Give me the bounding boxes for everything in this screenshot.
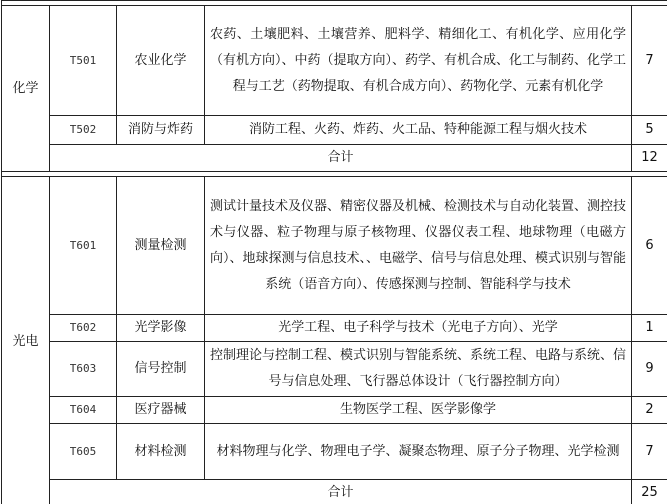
name-cell: 农业化学 bbox=[117, 6, 205, 116]
subtotal-value: 12 bbox=[632, 145, 668, 172]
count-cell: 7 bbox=[632, 424, 668, 480]
name-cell: 信号控制 bbox=[117, 342, 205, 397]
table-row bbox=[2, 342, 668, 397]
subtotal-row bbox=[2, 480, 668, 504]
code-cell: T602 bbox=[50, 315, 117, 342]
subtotal-label: 合计 bbox=[50, 480, 632, 504]
table-row bbox=[2, 6, 668, 116]
majors-cell: 材料物理与化学、物理电子学、凝聚态物理、原子分子物理、光学检测 bbox=[205, 424, 632, 480]
majors-cell: 测试计量技术及仪器、精密仪器及机械、检测技术与自动化装置、测控技术与仪器、粒子物理与原子核物理、仪器仪表工程、地球物理（电磁方向）、地球探测与信息技术、、电磁学、信号与信息处理、模式识别与智能系统（语音方向）、传感探测与控制、智能科学与技术 bbox=[205, 177, 632, 315]
majors-cell: 农药、土壤肥料、土壤营养、肥料学、精细化工、有机化学、应用化学（有机方向）、中药（提取方向）、药学、有机合成、化工与制药、化学工程与工艺（药物提取、有机合成方向）、药物化学、元素有机化学 bbox=[205, 6, 632, 116]
subtotal-label: 合计 bbox=[50, 145, 632, 172]
name-cell: 材料检测 bbox=[117, 424, 205, 480]
name-cell: 光学影像 bbox=[117, 315, 205, 342]
count-cell: 7 bbox=[632, 6, 668, 116]
table-row bbox=[2, 424, 668, 480]
table-container bbox=[1, 0, 667, 504]
count-cell: 5 bbox=[632, 116, 668, 145]
major-category-table bbox=[1, 0, 667, 504]
count-cell: 1 bbox=[632, 315, 668, 342]
majors-cell: 光学工程、电子科学与技术（光电子方向）、光学 bbox=[205, 315, 632, 342]
code-cell: T605 bbox=[50, 424, 117, 480]
code-cell: T501 bbox=[50, 6, 117, 116]
majors-cell: 控制理论与控制工程、模式识别与智能系统、系统工程、电路与系统、信号与信息处理、飞行器总体设计（飞行器控制方向） bbox=[205, 342, 632, 397]
category-cell-chemistry: 化学 bbox=[2, 6, 50, 172]
name-cell: 测量检测 bbox=[117, 177, 205, 315]
category-cell-optoelectronics: 光电 bbox=[2, 177, 50, 504]
code-cell: T604 bbox=[50, 397, 117, 424]
table-row bbox=[2, 397, 668, 424]
majors-cell: 生物医学工程、医学影像学 bbox=[205, 397, 632, 424]
subtotal-row bbox=[2, 145, 668, 172]
count-cell: 6 bbox=[632, 177, 668, 315]
count-cell: 9 bbox=[632, 342, 668, 397]
table-row bbox=[2, 315, 668, 342]
name-cell: 消防与炸药 bbox=[117, 116, 205, 145]
majors-cell: 消防工程、火药、炸药、火工品、特种能源工程与烟火技术 bbox=[205, 116, 632, 145]
code-cell: T601 bbox=[50, 177, 117, 315]
table-row bbox=[2, 116, 668, 145]
table-row bbox=[2, 177, 668, 315]
name-cell: 医疗器械 bbox=[117, 397, 205, 424]
count-cell: 2 bbox=[632, 397, 668, 424]
code-cell: T502 bbox=[50, 116, 117, 145]
code-cell: T603 bbox=[50, 342, 117, 397]
subtotal-value: 25 bbox=[632, 480, 668, 504]
